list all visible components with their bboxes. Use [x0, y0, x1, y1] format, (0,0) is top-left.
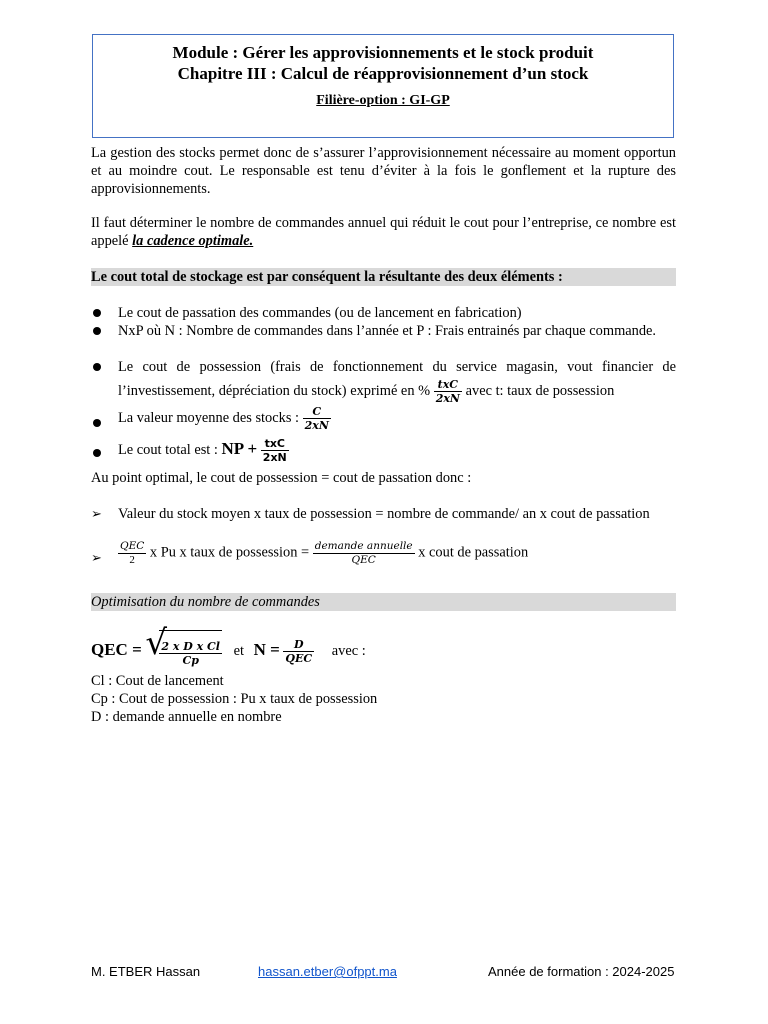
intro-paragraph-2 — [91, 214, 676, 250]
footer-author: M. ETBER Hassan — [91, 964, 201, 979]
bullet-text — [118, 406, 676, 431]
radicand — [159, 630, 222, 673]
section-optimisation-heading: Optimisation du nombre de commandes — [91, 593, 676, 611]
bullet-icon — [93, 309, 101, 317]
bullet-text — [118, 438, 676, 463]
bullet-icon — [93, 327, 101, 335]
radical-sign-icon: √ — [145, 623, 168, 664]
bullet-text: Le cout de passation des commandes (ou de lancement en fabrication) — [118, 305, 522, 321]
qec-formula — [91, 623, 676, 670]
intro-paragraph-1: La gestion des stocks permet donc de s’assurer l’approvisionnement nécessaire au moment opportun et au moindre cout. Le responsable est tenu d’éviter à la fois le gonflement et la rupture des approvisionnements. — [91, 145, 676, 197]
fraction-denominator: 2xN — [435, 392, 460, 406]
footer-email-link[interactable]: hassan.etber@ofppt.ma — [258, 964, 397, 979]
n-label: N = — [253, 640, 280, 659]
arrow-item — [91, 541, 676, 577]
et-word: et — [233, 643, 244, 659]
fraction-numerator: txC — [434, 379, 462, 392]
arrow-bullet-icon: ➢ — [91, 551, 102, 566]
bullet-text-lead: La valeur moyenne des stocks : — [118, 409, 300, 426]
bullet-icon — [93, 363, 101, 371]
bullet-item — [91, 358, 676, 408]
avec-word: avec : — [331, 643, 366, 659]
fraction-2dcl-cp — [159, 641, 222, 666]
fraction-demande-qec — [313, 541, 415, 565]
definition-cp: Cp : Cout de possession : Pu x taux de possession — [91, 691, 378, 707]
fraction-denominator: 2 — [129, 553, 135, 566]
chapter-title: Chapitre III : Calcul de réapprovisionnement d’un stock — [177, 64, 589, 83]
fraction-txc-2xn — [261, 438, 289, 463]
arrow-text-mid: x Pu x taux de possession = — [149, 544, 310, 561]
bullet-text-lead: Le cout total est : — [118, 441, 218, 458]
bullet-text — [118, 355, 676, 404]
filiere-option: Filière-option : GI-GP — [316, 93, 450, 108]
bullet-icon — [93, 419, 101, 427]
fraction-denominator: QEC — [351, 553, 376, 566]
bullet-item — [91, 406, 676, 436]
bullet-text-tail: avec t: taux de possession — [465, 383, 615, 399]
header-box — [92, 34, 674, 138]
fraction-d-qec — [283, 639, 314, 664]
bullet-text-lead: Le cout de possession (frais de fonctionnement du service magasin, vout financier de l’investissement, dépréciation du stock) exprimé en % — [118, 359, 676, 399]
arrow-text-tail: x cout de passation — [418, 544, 529, 561]
fraction-denominator: 2xN — [304, 419, 329, 432]
bullet-item — [91, 438, 676, 468]
section-total-cost-heading: Le cout total de stockage est par conséquent la résultante des deux éléments : — [91, 268, 676, 286]
arrow-item-text: Valeur du stock moyen x taux de possession = nombre de commande/ an x cout de passation — [118, 506, 650, 522]
module-title: Module : Gérer les approvisionnements et le stock produit — [172, 43, 594, 62]
fraction-txc-2xn — [434, 379, 462, 404]
arrow-item — [91, 505, 676, 541]
bullet-icon — [93, 449, 101, 457]
intro-paragraph-2-text: Il faut déterminer le nombre de commandes annuel qui réduit le cout pour l’entreprise, ce nombre est appelé — [91, 215, 676, 249]
fraction-qec-2 — [118, 541, 146, 566]
fraction-denominator: 2xN — [262, 451, 287, 464]
fraction-denominator: Cp — [182, 654, 199, 668]
arrow-item-text — [118, 541, 676, 566]
fraction-numerator: D — [283, 639, 314, 652]
fraction-numerator: 2 x D x Cl — [161, 640, 220, 654]
fraction-numerator: QEC — [120, 540, 145, 552]
footer-training-year: Année de formation : 2024-2025 — [488, 964, 675, 979]
fraction-numerator: txC — [261, 438, 289, 451]
qec-label: QEC = — [91, 640, 142, 659]
fraction-c-2xn — [303, 406, 331, 431]
definition-d: D : demande annuelle en nombre — [91, 709, 282, 725]
fraction-denominator: QEC — [285, 652, 313, 666]
cadence-optimale-emphasis: la cadence optimale. — [132, 233, 254, 249]
optimal-point-line: Au point optimal, le cout de possession = cout de passation donc : — [91, 470, 472, 486]
definition-cl: Cl : Cout de lancement — [91, 673, 224, 689]
fraction-numerator: demande annuelle — [314, 540, 413, 553]
total-cost-np: NP + — [221, 438, 258, 458]
arrow-bullet-icon: ➢ — [91, 507, 102, 522]
bullet-item — [91, 322, 676, 358]
square-root — [145, 623, 222, 673]
fraction-numerator: C — [303, 406, 331, 419]
bullet-text: NxP où N : Nombre de commandes dans l’année et P : Frais entrainés par chaque commande. — [118, 323, 657, 339]
